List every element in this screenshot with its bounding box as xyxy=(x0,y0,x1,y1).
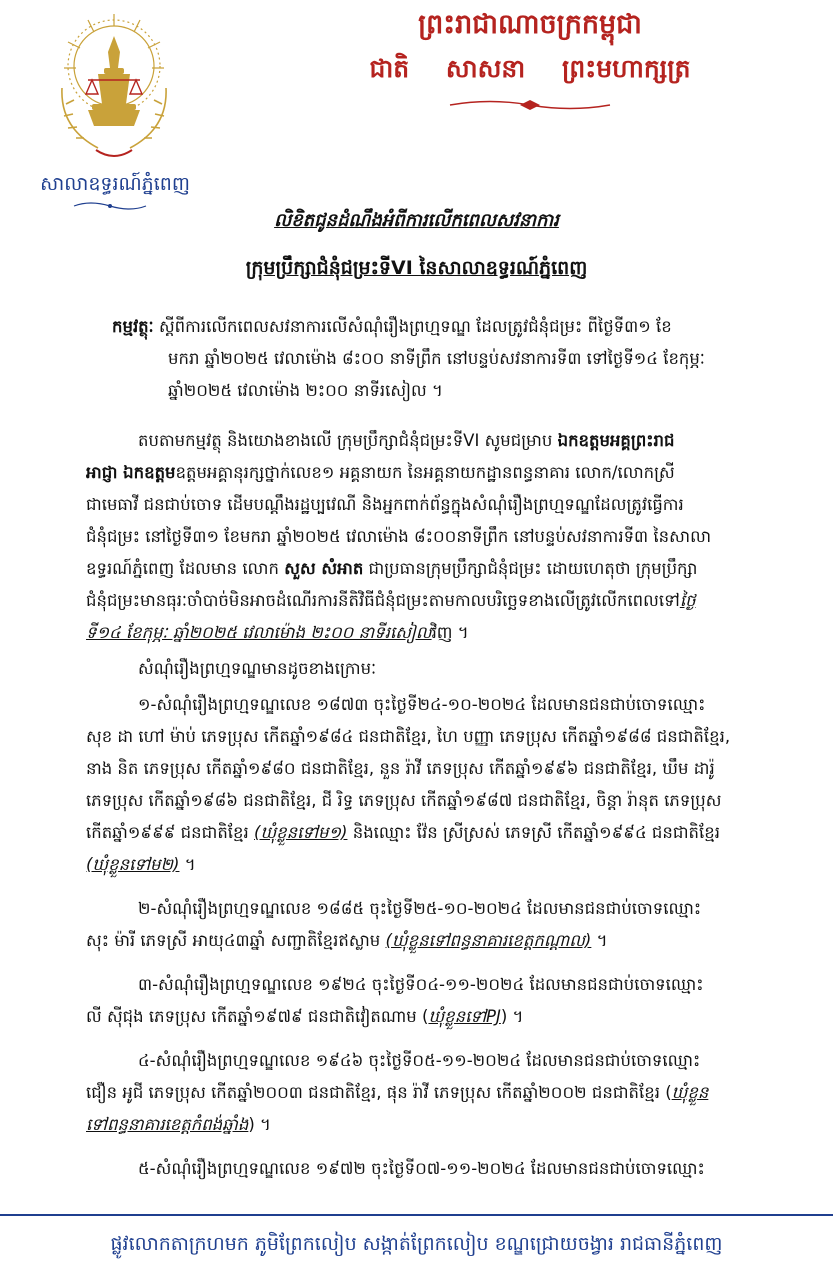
subject-line-3: ឆ្នាំ២០២៥ វេលាម៉ោង ២ះ០០ នាទីរសៀល ។ xyxy=(168,381,443,400)
case2-line-1: ២-សំណុំរឿងព្រហ្មទណ្ឌលេខ ១៨៨៥ ចុះថ្ងៃទី២៥-១០-២០២៤ ដែលមានជនជាប់ចោទឈ្មោះ xyxy=(138,899,702,918)
motto-king: ព្រះមហាក្សត្រ xyxy=(561,54,691,83)
case3-line-1: ៣-សំណុំរឿងព្រហ្មទណ្ឌលេខ ១៩២៤ ចុះថ្ងៃទី០៤-១១-២០២៤ ដែលមានជនជាប់ចោទឈ្មោះ xyxy=(138,975,704,994)
case1-line-4: ភេទប្រុស កើតឆ្នាំ១៩៨៦ ជនជាតិខ្មែរ, ជី រិទ្ធ ភេទប្រុស កើតឆ្នាំ១៩៨៧ ជនជាតិខ្មែរ, ចិន្តា រ៉ានុត ភេទប្រុស xyxy=(86,791,722,810)
subject-line-1: កម្មវត្ថុៈ ស្តីពីការលើកពេលសវនាការលើសំណុំរឿងព្រហ្មទណ្ឌ ដែលត្រូវជំនុំជម្រះ ពីថ្ងៃទី៣១ ខែ xyxy=(112,317,672,336)
para1-line-6: ជំនុំជម្រះមានធុរៈចាំបាច់មិនអាចដំណើរការនីតិវិធីជំនុំជម្រះតាមកាលបរិច្ឆេទខាងលើត្រូវលើកពេលទៅថ្ងៃ xyxy=(86,591,696,610)
court-name: សាលាឧទ្ធរណ៍ភ្នំពេញ xyxy=(40,173,190,195)
case4-line-2: ជឿន អូជី ភេទប្រុស កើតឆ្នាំ២០០៣ ជនជាតិខ្មែរ, ផុន រ៉ាវី ភេទប្រុស កើតឆ្នាំ២០០២ ជនជាតិខ្មែរ (ឃុំខ្លួន xyxy=(86,1083,709,1102)
case1-line-1: ១-សំណុំរឿងព្រហ្មទណ្ឌលេខ ១៨៧៣ ចុះថ្ងៃទី២៤-១០-២០២៤ ដែលមានជនជាប់ចោទឈ្មោះ xyxy=(138,695,706,714)
case1-line-5: កើតឆ្នាំ១៩៩៩ ជនជាតិខ្មែរ (ឃុំខ្លួនទៅម១) និងឈ្មោះ វ៉ែន ស្រីស្រស់ ភេទស្រី កើតឆ្នាំ១៩៩៤ ជនជាតិខ្មែរ xyxy=(86,823,720,842)
subject-label: កម្មវត្ថុៈ xyxy=(112,317,154,336)
kingdom-title: ព្រះរាជាណាចក្រកម្ពុជា xyxy=(418,9,642,40)
footer-address: ផ្លូវលោកតាក្រហមក ភូមិព្រែកលៀប សង្កាត់ព្រែកលៀប ខណ្ឌជ្រោយចង្វារ រាជធានីភ្នំពេញ xyxy=(110,1233,723,1255)
case3-line-2: លី ស៊ីជុង ភេទប្រុស កើតឆ្នាំ១៩៧៩ ជនជាតិវៀតណាម (ឃុំខ្លួនទៅPJ) ។ xyxy=(86,1007,524,1026)
subject-line-2: មករា ឆ្នាំ២០២៥ វេលាម៉ោង ៨ះ០០ នាទីព្រឹក នៅបន្ទប់សវនាការទី៣ ទៅថ្ងៃទី១៤ ខែកុម្ភៈ xyxy=(168,349,705,368)
case1-line-2: សុខ ដា ហៅ ម៉ាប់ ភេទប្រុស កើតឆ្នាំ១៩៨៤ ជនជាតិខ្មែរ, ហៃ បញ្ញា ភេទប្រុស កើតឆ្នាំ១៩៨៨ ជនជាតិខ្មែរ, xyxy=(86,727,731,746)
case4-line-3: ទៅពន្ធនាគារខេត្តកំពង់ឆ្នាំង) ។ xyxy=(86,1115,271,1134)
national-motto xyxy=(250,54,810,90)
para2: សំណុំរឿងព្រហ្មទណ្ឌមានដូចខាងក្រោមៈ xyxy=(138,659,377,678)
notice-title: លិខិតជូនដំណឹងអំពីការលើកពេលសវនាការ xyxy=(274,210,559,231)
para1-line-2: អាជ្ញា ឯកឧត្តមឧត្តមអគ្គានុរក្សថ្នាក់លេខ១ អគ្គនាយក នៃអគ្គនាយកដ្ឋានពន្ធនាគារ លោក/លោកស្រី xyxy=(86,463,675,482)
case1-line-3: នាង និត ភេទប្រុស កើតឆ្នាំ១៩៨០ ជនជាតិខ្មែរ, នួន រ៉ាវី ភេទប្រុស កើតឆ្នាំ១៩៩៦ ជនជាតិខ្មែរ, ឃឹម ដារ៉ូ xyxy=(86,759,715,778)
para1-line-1: តបតាមកម្មវត្ថុ និងយោងខាងលើ ក្រុមប្រឹក្សាជំនុំជម្រះទីVI សូមជម្រាប ឯកឧត្តមអគ្គព្រះរាជ xyxy=(138,431,675,450)
case5-line-1: ៥-សំណុំរឿងព្រហ្មទណ្ឌលេខ ១៩៧២ ចុះថ្ងៃទី០៧-១១-២០២៤ ដែលមានជនជាប់ចោទឈ្មោះ xyxy=(138,1159,705,1178)
motto-religion: សាសនា xyxy=(445,54,526,83)
footer-divider xyxy=(0,1214,833,1216)
motto-ornament-icon xyxy=(440,98,620,112)
chamber-title: ក្រុមប្រឹក្សាជំនុំជម្រះទីVI នៃសាលាឧទ្ធរណ៍ភ្នំពេញ xyxy=(245,257,588,279)
para1-line-5: ឧទ្ធរណ៍ភ្នំពេញ ដែលមាន លោក សួស សំអាត ជាប្រធានក្រុមប្រឹក្សាជំនុំជម្រះ ដោយហេតុថា ក្រុមប្រឹក្សា xyxy=(86,559,698,578)
para1-line-7: ទី១៤ ខែកុម្ភៈ ឆ្នាំ២០២៥ វេលាម៉ោង ២ះ០០ នាទីរសៀលវិញ ។ xyxy=(86,623,469,642)
case1-line-6: (ឃុំខ្លួនទៅម២) ។ xyxy=(86,855,196,874)
para1-line-4: ជំនុំជម្រះ នៅថ្ងៃទី៣១ ខែមករា ឆ្នាំ២០២៥ វេលាម៉ោង ៨ះ០០នាទីព្រឹក នៅបន្ទប់សវនាការទី៣ នៃសាលា xyxy=(86,527,712,546)
para1-line-3: ជាមេធាវី ជនជាប់ចោទ ដើមបណ្តឹងរដ្ឋប្បវេណី និងអ្នកពាក់ព័ន្ធក្នុងសំណុំរឿងព្រហ្មទណ្ឌដែលត្រូវធ្វើការ xyxy=(86,495,684,514)
case4-line-1: ៤-សំណុំរឿងព្រហ្មទណ្ឌលេខ ១៩៤៦ ចុះថ្ងៃទី០៥-១១-២០២៤ ដែលមានជនជាប់ចោទឈ្មោះ xyxy=(138,1051,701,1070)
motto-nation: ជាតិ xyxy=(369,54,410,83)
court-emblem-icon xyxy=(48,8,180,174)
case2-line-2: សុះ ម៉ារី ភេទស្រី អាយុ៤៣ឆ្នាំ សញ្ជាតិខ្មែរឥស្លាម (ឃុំខ្លួនទៅពន្ធនាគារខេត្តកណ្តាល) ។ xyxy=(86,931,608,950)
